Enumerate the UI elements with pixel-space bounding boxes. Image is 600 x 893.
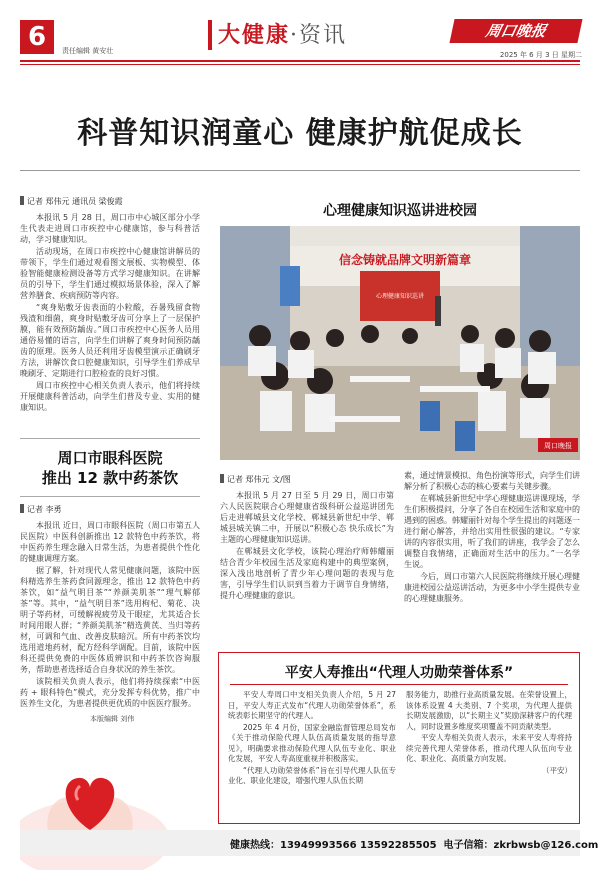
story1-paragraph: 活动现场，在周口市疾控中心健康馆讲解员的带领下，学生们通过观看图文展板、实物模型、体验智能健康检测设备等方式学习健康知识。在讲解员的引导下，学生们通过模拟场景体验，深入了解营养膳食、疾病预防等内容。: [20, 247, 200, 300]
photo-story-paragraph: 在郸城县文化学校，该院心理治疗师韩耀丽结合青少年校园生活及家庭构建中的典型案例，深入浅出地剖析了青少年心理问题的表现与危害，引导学生们认识到当着力于调节自身情绪，提升心理健康的意识。: [220, 547, 394, 600]
insurance-story-col2: [406, 690, 572, 777]
story1-byline: [20, 196, 200, 207]
insurance-paragraph: 2025 年 4 月份，国家金融监督管理总局发布《关于推动保险代理人队伍高质量发展的指导意见》，明确要求推动保险代理人队伍专业化、职业化发展，平安人寿高度重视并积极落实。: [228, 722, 396, 763]
insurance-paragraph: “代理人功勋荣誉体系”旨在引导代理人队伍专业化、职业化建设，增强代理人队伍长期: [228, 765, 396, 785]
story2-byline-text: 记者 李勇: [27, 505, 62, 514]
insurance-story-col1: [228, 690, 396, 788]
column-divider: [20, 438, 200, 439]
photo-story-paragraph: 素，通过情景模拟、角色扮演等形式，向学生们讲解分析了积极心态的核心要素与关键步骤。: [404, 471, 580, 491]
story1-byline-text: 记者 郑伟元 通讯员 梁俊霞: [27, 197, 123, 206]
photo-story-paragraph: 本报讯 5 月 27 日至 5 月 29 日，周口市第六人民医院联合心理健康省级科研公益巡讲团先后走进郸城县文化学校、郸城县新世纪中学、郸城县城关镇二中，开展以“积极心态 快乐成长”为主题的心理健康知识巡讲。: [220, 491, 394, 544]
editor-line: 责任编辑 黄安壮: [62, 47, 114, 55]
story1-paragraph: 周口市疾控中心相关负责人表示，他们将持续开展健康科普活动，向学生们普及专业、实用的健康知识。: [20, 381, 200, 412]
footer-contact: [230, 836, 598, 851]
photo-story-byline: [220, 474, 394, 485]
section-sub: ·资讯: [290, 23, 348, 48]
section-bar: [208, 20, 212, 50]
photo-story-title: 心理健康知识巡讲进校园: [323, 203, 477, 219]
photo-story-paragraph: 在郸城县新世纪中学心理健康巡讲课现场，学生们积极提问，分享了各自在校园生活和家庭中的遇到的困惑。韩耀丽针对每个学生提出的问题逐一进行耐心解答，并给出实用性很强的建议。“专家讲的内容很实用，听了我们的讲座，我学会了怎么调整自我情绪，正确面对生活中的压力。”一名学生说。: [404, 494, 580, 569]
insurance-paragraph: 平安人寿周口中支相关负责人介绍，5 月 27 日，平安人寿正式发布“代理人功勋荣誉体系”，系统表彰长期坚守的代理人。: [228, 690, 396, 720]
box-title-rule: [230, 684, 568, 685]
story1-paragraph: 本报讯 5 月 28 日，周口市中心城区部分小学生代表走进周口市疾控中心健康馆，参与科普活动，学习健康知识。: [20, 213, 200, 244]
hotline-numbers: 13949993566 13592285505: [280, 840, 437, 851]
email-address: zkrbwsb@126.com: [493, 840, 599, 851]
story2-body: [20, 520, 200, 710]
header-rule-thin: [20, 64, 580, 65]
story2-paragraph: 该院相关负责人表示，他们将持续探索“中医药 + 眼科特色”模式，充分发挥专科优势，推广中医养生文化，为患者提供更优质的中医医疗服务。: [20, 677, 200, 708]
story2-headline-line1: 周口市眼科医院: [57, 449, 163, 467]
story1-body: [20, 212, 200, 414]
photo-story-col2: [404, 470, 580, 605]
byline-marker: [20, 504, 24, 513]
page-number: 6: [20, 20, 54, 54]
column-divider: [20, 496, 200, 497]
section-name: 大健康: [218, 22, 291, 48]
classroom-scene-image: [220, 226, 580, 460]
email-label: 电子信箱：: [443, 840, 494, 851]
main-headline: 科普知识润童心 健康护航促成长: [77, 116, 523, 151]
classroom-photo: [220, 226, 580, 460]
hotline-label: 健康热线：: [230, 840, 280, 851]
photo-story-byline-text: 记者 郑伟元 文/图: [227, 475, 291, 484]
story2-paragraph: 据了解，针对现代人常见健康问题，该院中医科精选养生茶药食同源理念，推出 12 款特色中药茶饮，如“益气明目茶”“养颜美肌茶”“理气解郁茶”等。其中，“益气明目茶”选用枸杞、菊花、决明子等药材，可缓解视疲劳及干眼症，尤其适合长时间用眼人群；“养颜美肌茶”精选黄芪、当归等药材，可调和气血、改善皮肤暗沉。所有中药茶饮均选用道地药材，配方经科学调配。目前，该院中医科还提供免费的中医体质辨识和中药茶饮咨询服务，帮助患者选择适合自身状况的养生茶饮。: [20, 566, 200, 674]
story2-headline-line2: 推出 12 款中药茶饮: [41, 469, 179, 487]
insurance-paragraph: 服务能力，助推行业高质量发展。在荣誉设置上，该体系设置 4 大类别、7 个奖项，为代理人提供长期发展激励，以“长期主义”奖励深耕客户的代理人，同时设置多维度奖项覆盖不同贡献类型。: [406, 690, 572, 731]
newspaper-brand: 周口晚报: [449, 19, 582, 43]
insurance-story-title: 平安人寿推出“代理人功勋荣誉体系”: [284, 665, 514, 681]
story2-byline: [20, 504, 200, 515]
story1-paragraph: “爽身贴敷牙齿表面的小粒酸，吞暑残留食物残渣和细菌，爽身时贴敷牙齿可分享上了一层保护膜，能有效预防龋齿。”周口市疾控中心医务人员用通俗易懂的语言，向学生们讲解了爽身时间预防龋齿的原理。医务人员还利用牙齿模型演示正确刷牙方法，讲解饮食口腔健康知识，引导学生们养成早晚刷牙、定期进行口腔检查的良好习惯。: [20, 303, 200, 378]
wall-banner: 信念铸就品牌文明新篇章: [338, 253, 472, 267]
insurance-paragraph: 平安人寿相关负责人表示，未来平安人寿将持续完善代理人荣誉体系，推动代理人队伍向专业化、职业化、高质量方向发展。: [406, 733, 572, 763]
header-rule: [20, 60, 580, 62]
byline-marker: [220, 474, 224, 483]
story2-paragraph: 本报讯 近日，周口市眼科医院（周口市第五人民医院）中医科创新推出 12 款特色中药茶饮，将中医药养生理念融入日常生活，为患者提供个性化的健康调理方案。: [20, 521, 200, 563]
photo-story-col1: [220, 490, 394, 602]
photo-watermark: 周口晚报: [544, 442, 572, 450]
headline-rule: [20, 170, 580, 171]
page-editor-credit: 本版编辑 刘伟: [90, 715, 135, 723]
issue-date: 2025 年 6 月 3 日 星期二: [499, 51, 582, 59]
byline-marker: [20, 196, 24, 205]
section-title: [218, 18, 347, 49]
photo-story-paragraph: 今后，周口市第六人民医院将继续开展心理健康进校园公益巡讲活动，为更多中小学生提供专业的心理健康服务。: [404, 572, 580, 603]
insurance-credit: （平安）: [542, 765, 572, 775]
story2-headline: [20, 448, 200, 488]
projector-screen: 心理健康知识巡讲: [375, 293, 425, 300]
